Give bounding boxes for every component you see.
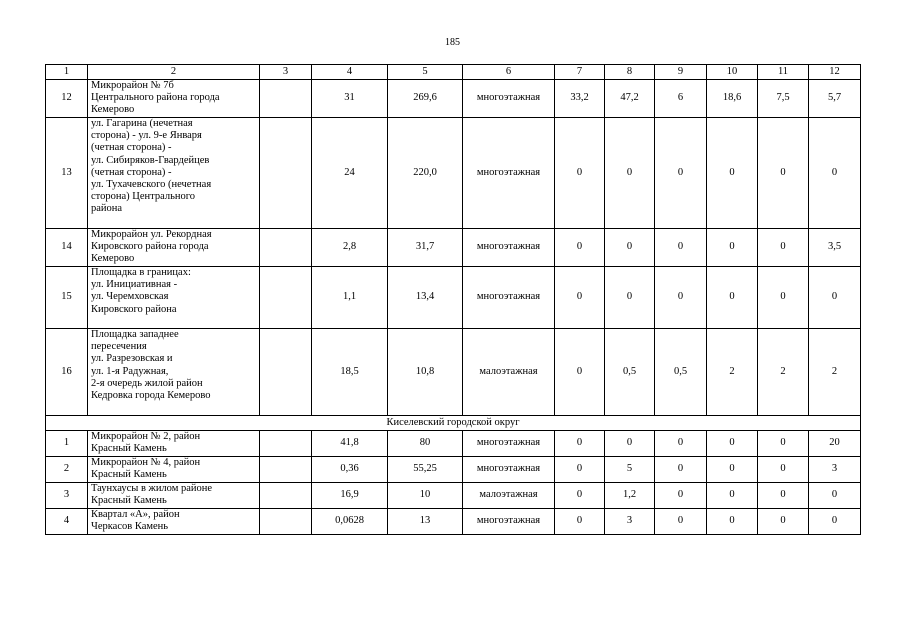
data-table bbox=[45, 64, 861, 535]
header-cell: 5 bbox=[388, 65, 463, 80]
col7-value: 0 bbox=[555, 509, 605, 535]
col12-value: 3 bbox=[809, 457, 861, 483]
col7-value: 0 bbox=[555, 267, 605, 329]
header-cell: 10 bbox=[707, 65, 758, 80]
col8-value: 0 bbox=[605, 267, 655, 329]
header-cell: 6 bbox=[463, 65, 555, 80]
row-number: 12 bbox=[46, 80, 88, 118]
col12-value: 2 bbox=[809, 329, 861, 416]
table-row bbox=[46, 229, 861, 267]
row-name: Квартал «А», район Черкасов Камень bbox=[88, 509, 260, 535]
section-row bbox=[46, 416, 861, 431]
col12-value: 0 bbox=[809, 483, 861, 509]
col9-value: 0 bbox=[655, 457, 707, 483]
row-number: 15 bbox=[46, 267, 88, 329]
row-name: Площадка в границах: ул. Инициативная - ул. Черемховская Кировского района bbox=[88, 267, 260, 329]
building-type: многоэтажная bbox=[463, 80, 555, 118]
col12-value: 0 bbox=[809, 267, 861, 329]
col5-value: 80 bbox=[388, 431, 463, 457]
header-cell: 7 bbox=[555, 65, 605, 80]
col9-value: 6 bbox=[655, 80, 707, 118]
col8-value: 0 bbox=[605, 431, 655, 457]
col5-value: 220,0 bbox=[388, 118, 463, 229]
table-row bbox=[46, 431, 861, 457]
col7-value: 0 bbox=[555, 431, 605, 457]
row-name: Таунхаусы в жилом районе Красный Камень bbox=[88, 483, 260, 509]
col10-value: 18,6 bbox=[707, 80, 758, 118]
table-row bbox=[46, 509, 861, 535]
col11-value: 0 bbox=[758, 229, 809, 267]
col11-value: 0 bbox=[758, 431, 809, 457]
col3-value bbox=[260, 267, 312, 329]
col4-value: 18,5 bbox=[312, 329, 388, 416]
col3-value bbox=[260, 229, 312, 267]
building-type: многоэтажная bbox=[463, 457, 555, 483]
col5-value: 55,25 bbox=[388, 457, 463, 483]
col9-value: 0 bbox=[655, 267, 707, 329]
row-number: 2 bbox=[46, 457, 88, 483]
col3-value bbox=[260, 509, 312, 535]
col11-value: 0 bbox=[758, 509, 809, 535]
col3-value bbox=[260, 118, 312, 229]
col9-value: 0 bbox=[655, 483, 707, 509]
col8-value: 0 bbox=[605, 118, 655, 229]
table-row bbox=[46, 118, 861, 229]
col4-value: 16,9 bbox=[312, 483, 388, 509]
col10-value: 0 bbox=[707, 457, 758, 483]
col12-value: 0 bbox=[809, 118, 861, 229]
col4-value: 1,1 bbox=[312, 267, 388, 329]
building-type: многоэтажная bbox=[463, 229, 555, 267]
col8-value: 0,5 bbox=[605, 329, 655, 416]
col5-value: 13,4 bbox=[388, 267, 463, 329]
building-type: малоэтажная bbox=[463, 329, 555, 416]
col7-value: 0 bbox=[555, 329, 605, 416]
col4-value: 41,8 bbox=[312, 431, 388, 457]
building-type: многоэтажная bbox=[463, 118, 555, 229]
page-number: 185 bbox=[445, 37, 460, 48]
row-number: 1 bbox=[46, 431, 88, 457]
row-name: Микрорайон № 4, район Красный Камень bbox=[88, 457, 260, 483]
col7-value: 0 bbox=[555, 483, 605, 509]
col5-value: 10,8 bbox=[388, 329, 463, 416]
col10-value: 0 bbox=[707, 118, 758, 229]
col12-value: 0 bbox=[809, 509, 861, 535]
header-cell: 9 bbox=[655, 65, 707, 80]
col9-value: 0,5 bbox=[655, 329, 707, 416]
col7-value: 0 bbox=[555, 457, 605, 483]
col3-value bbox=[260, 457, 312, 483]
col9-value: 0 bbox=[655, 509, 707, 535]
col5-value: 269,6 bbox=[388, 80, 463, 118]
table-row bbox=[46, 457, 861, 483]
row-name: Площадка западнее пересечения ул. Разрезовская и ул. 1-я Радужная, 2-я очередь жилой район Кедровка города Кемерово bbox=[88, 329, 260, 416]
col12-value: 20 bbox=[809, 431, 861, 457]
col5-value: 13 bbox=[388, 509, 463, 535]
col4-value: 0,0628 bbox=[312, 509, 388, 535]
col11-value: 7,5 bbox=[758, 80, 809, 118]
col3-value bbox=[260, 483, 312, 509]
col5-value: 31,7 bbox=[388, 229, 463, 267]
col4-value: 24 bbox=[312, 118, 388, 229]
building-type: многоэтажная bbox=[463, 267, 555, 329]
row-number: 3 bbox=[46, 483, 88, 509]
row-name: Микрорайон № 7б Центрального района города Кемерово bbox=[88, 80, 260, 118]
table-row bbox=[46, 483, 861, 509]
col10-value: 0 bbox=[707, 229, 758, 267]
header-cell: 8 bbox=[605, 65, 655, 80]
col4-value: 0,36 bbox=[312, 457, 388, 483]
col7-value: 33,2 bbox=[555, 80, 605, 118]
row-name: ул. Гагарина (нечетная сторона) - ул. 9-е Января (четная сторона) - ул. Сибиряков-Гвардейцев (четная сторона) - ул. Тухачевского (нечетная сторона) Центрального района bbox=[88, 118, 260, 229]
col8-value: 5 bbox=[605, 457, 655, 483]
col7-value: 0 bbox=[555, 229, 605, 267]
col10-value: 0 bbox=[707, 509, 758, 535]
building-type: малоэтажная bbox=[463, 483, 555, 509]
row-name: Микрорайон № 2, район Красный Камень bbox=[88, 431, 260, 457]
table-row bbox=[46, 329, 861, 416]
header-cell: 12 bbox=[809, 65, 861, 80]
col4-value: 2,8 bbox=[312, 229, 388, 267]
col5-value: 10 bbox=[388, 483, 463, 509]
col9-value: 0 bbox=[655, 431, 707, 457]
col3-value bbox=[260, 431, 312, 457]
table-header-row bbox=[46, 65, 861, 80]
section-title: Киселевский городской округ bbox=[46, 416, 861, 431]
row-number: 4 bbox=[46, 509, 88, 535]
col10-value: 0 bbox=[707, 267, 758, 329]
col9-value: 0 bbox=[655, 229, 707, 267]
header-cell: 2 bbox=[88, 65, 260, 80]
col11-value: 0 bbox=[758, 267, 809, 329]
col4-value: 31 bbox=[312, 80, 388, 118]
building-type: многоэтажная bbox=[463, 509, 555, 535]
col8-value: 47,2 bbox=[605, 80, 655, 118]
header-cell: 3 bbox=[260, 65, 312, 80]
col7-value: 0 bbox=[555, 118, 605, 229]
col11-value: 0 bbox=[758, 457, 809, 483]
table-row bbox=[46, 80, 861, 118]
col8-value: 1,2 bbox=[605, 483, 655, 509]
col9-value: 0 bbox=[655, 118, 707, 229]
col10-value: 2 bbox=[707, 329, 758, 416]
col3-value bbox=[260, 329, 312, 416]
col12-value: 5,7 bbox=[809, 80, 861, 118]
row-number: 14 bbox=[46, 229, 88, 267]
col8-value: 0 bbox=[605, 229, 655, 267]
col11-value: 0 bbox=[758, 118, 809, 229]
header-cell: 1 bbox=[46, 65, 88, 80]
building-type: многоэтажная bbox=[463, 431, 555, 457]
col3-value bbox=[260, 80, 312, 118]
col10-value: 0 bbox=[707, 431, 758, 457]
row-name: Микрорайон ул. Рекордная Кировского района города Кемерово bbox=[88, 229, 260, 267]
row-number: 13 bbox=[46, 118, 88, 229]
col11-value: 2 bbox=[758, 329, 809, 416]
table-row bbox=[46, 267, 861, 329]
row-number: 16 bbox=[46, 329, 88, 416]
col8-value: 3 bbox=[605, 509, 655, 535]
col12-value: 3,5 bbox=[809, 229, 861, 267]
col11-value: 0 bbox=[758, 483, 809, 509]
header-cell: 4 bbox=[312, 65, 388, 80]
header-cell: 11 bbox=[758, 65, 809, 80]
col10-value: 0 bbox=[707, 483, 758, 509]
